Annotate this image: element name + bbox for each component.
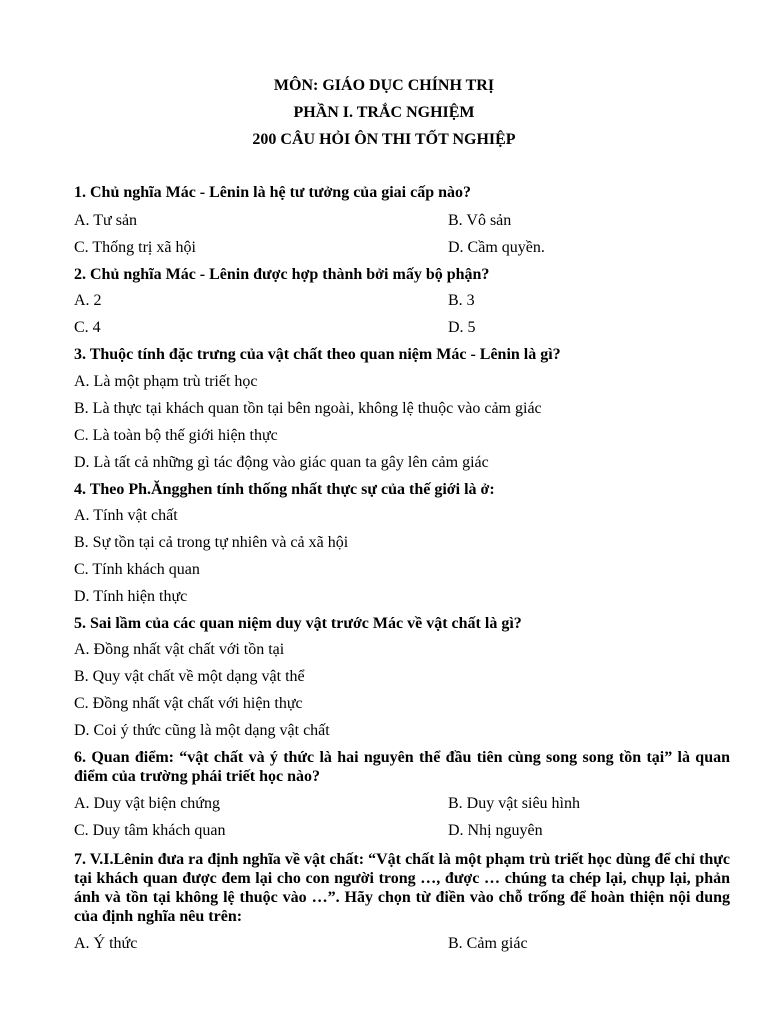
q6-option-a: A. Duy vật biện chứng (74, 795, 220, 812)
q5-option-c: C. Đồng nhất vật chất với hiện thực (74, 695, 303, 712)
q1-option-c: C. Thống trị xã hội (74, 239, 196, 256)
q6-option-b: B. Duy vật siêu hình (448, 795, 580, 812)
q2-option-d: D. 5 (448, 319, 476, 336)
exam-title: 200 CÂU HỎI ÔN THI TỐT NGHIỆP (252, 131, 516, 148)
question-4: 4. Theo Ph.Ăngghen tính thống nhất thực sự của thế giới là ở: (74, 481, 495, 498)
q4-option-d: D. Tính hiện thực (74, 588, 188, 605)
question-6: 6. Quan điểm: “vật chất và ý thức là hai nguyên thể đầu tiên cùng song song tồn tại” là quan điểm của trường phái triết học nào? (74, 749, 730, 785)
q5-option-a: A. Đồng nhất vật chất với tồn tại (74, 641, 285, 658)
section-title: PHẦN I. TRẮC NGHIỆM (293, 104, 475, 121)
q3-option-c: C. Là toàn bộ thế giới hiện thực (74, 427, 278, 444)
q3-option-a: A. Là một phạm trù triết học (74, 373, 258, 390)
q4-option-b: B. Sự tồn tại cả trong tự nhiên và cả xã hội (74, 534, 349, 551)
q4-option-a: A. Tính vật chất (74, 507, 178, 524)
q1-option-b: B. Vô sản (448, 212, 512, 229)
q2-option-a: A. 2 (74, 292, 102, 309)
q2-option-b: B. 3 (448, 292, 475, 309)
question-3: 3. Thuộc tính đặc trưng của vật chất theo quan niệm Mác - Lênin là gì? (74, 346, 561, 363)
question-7: 7. V.I.Lênin đưa ra định nghĩa về vật chất: “Vật chất là một phạm trù triết học dùng để chỉ thực tại khách quan được đem lại cho con người trong …, được … chúng ta chép lại, chụp lại, phản ánh và tồn tại không lệ thuộc vào …”. Hãy chọn từ điền vào chỗ trống để hoàn thiện nội dung của định nghĩa nêu trên: (74, 851, 730, 925)
q3-option-b: B. Là thực tại khách quan tồn tại bên ngoài, không lệ thuộc vào cảm giác (74, 400, 542, 417)
q7-option-a: A. Ý thức (74, 935, 138, 952)
q2-option-c: C. 4 (74, 319, 101, 336)
question-5: 5. Sai lầm của các quan niệm duy vật trước Mác về vật chất là gì? (74, 615, 522, 632)
q6-option-d: D. Nhị nguyên (448, 822, 543, 839)
q6-option-c: C. Duy tâm khách quan (74, 822, 226, 839)
q1-option-a: A. Tư sản (74, 212, 138, 229)
q3-option-d: D. Là tất cả những gì tác động vào giác quan ta gây lên cảm giác (74, 454, 489, 471)
subject-title: MÔN: GIÁO DỤC CHÍNH TRỊ (273, 77, 495, 94)
q4-option-c: C. Tính khách quan (74, 561, 200, 578)
q7-option-b: B. Cảm giác (448, 935, 528, 952)
question-1: 1. Chủ nghĩa Mác - Lênin là hệ tư tưởng của giai cấp nào? (74, 184, 471, 201)
q5-option-b: B. Quy vật chất về một dạng vật thể (74, 668, 305, 685)
question-2: 2. Chủ nghĩa Mác - Lênin được hợp thành bởi mấy bộ phận? (74, 266, 490, 283)
q5-option-d: D. Coi ý thức cũng là một dạng vật chất (74, 722, 330, 739)
q1-option-d: D. Cầm quyền. (448, 239, 545, 256)
